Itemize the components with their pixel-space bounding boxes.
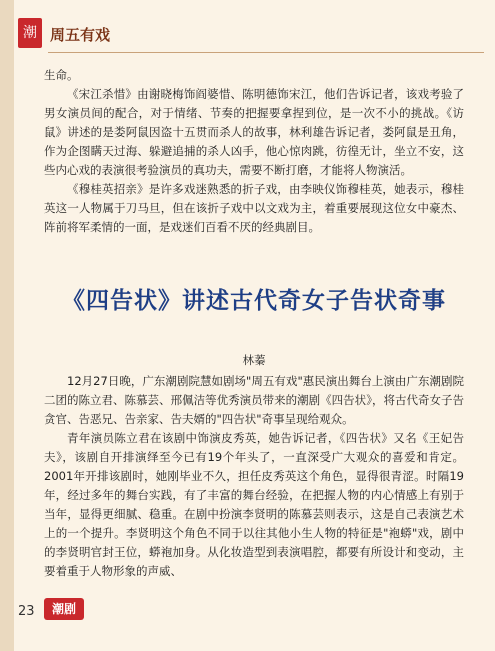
column-title: 周五有戏	[50, 26, 111, 44]
upper-article-text	[44, 66, 464, 237]
header-divider	[48, 52, 484, 53]
magazine-logo-seal: 潮	[18, 18, 42, 48]
article-headline: 《四告状》讲述古代奇女子告状奇事	[62, 288, 446, 314]
page-number: 23	[18, 604, 35, 619]
article-author: 林蓁	[242, 353, 266, 367]
page-header	[14, 16, 484, 52]
article-body	[44, 372, 464, 581]
paragraph: 12月27日晚，广东潮剧院慧如剧场"周五有戏"惠民演出舞台上演由广东潮剧院二团的陈立君、陈慕芸、邢佩洁等优秀演员带来的潮剧《四告状》，将古代奇女子告贪官、告恶兄、告亲家、告夫婿的"四告状"奇事呈现给观众。	[44, 374, 464, 426]
footer-logo: 潮剧	[44, 598, 84, 620]
side-strip	[0, 0, 14, 651]
paragraph: 《宋江杀惜》由谢晓梅饰阎婆惜、陈明德饰宋江，他们告诉记者，该戏考验了男女演员间的配合，对于情绪、节奏的把握要拿捏到位，是一次不小的挑战。《访鼠》讲述的是娄阿鼠因盗十五贯而杀人的故事，林利雄告诉记者，娄阿鼠是丑角，作为企图瞒天过海、躲避追捕的杀人凶手，他心惊肉跳，彷徨无计，坐立不安，这些内心戏的表演很考验演员的真功夫，需要不断打磨，才能将人物演活。	[44, 87, 464, 177]
paragraph: 《穆桂英招亲》是许多戏迷熟悉的折子戏，由李映仪饰穆桂英，她表示，穆桂英这一人物属于刀马旦，但在该折子戏中以文戏为主，着重要展现这位女中豪杰、阵前将军柔情的一面，是戏迷们百看不厌的经典剧目。	[44, 182, 464, 234]
paragraph: 生命。	[44, 68, 79, 82]
paragraph: 青年演员陈立君在该剧中饰演皮秀英，她告诉记者，《四告状》又名《王妃告夫》，该剧自开排演绎至今已有19个年头了，一直深受广大观众的喜爱和肯定。2001年开排该剧时，她刚毕业不久，担任皮秀英这个角色，显得很青涩。时隔19年，经过多年的舞台实践，有了丰富的舞台经验，在把握人物的内心情感上有别于当年，显得更细腻、稳重。在剧中扮演李贤明的陈慕芸则表示，这是自己表演艺术上的一个提升。李贤明这个角色不同于以往其他小生人物的特征是"袍蟒"戏，剧中的李贤明官封王位，蟒袍加身。从化妆造型到表演唱腔，都要有所设计和变动，主要着重于人物形象的声威、	[44, 431, 464, 578]
